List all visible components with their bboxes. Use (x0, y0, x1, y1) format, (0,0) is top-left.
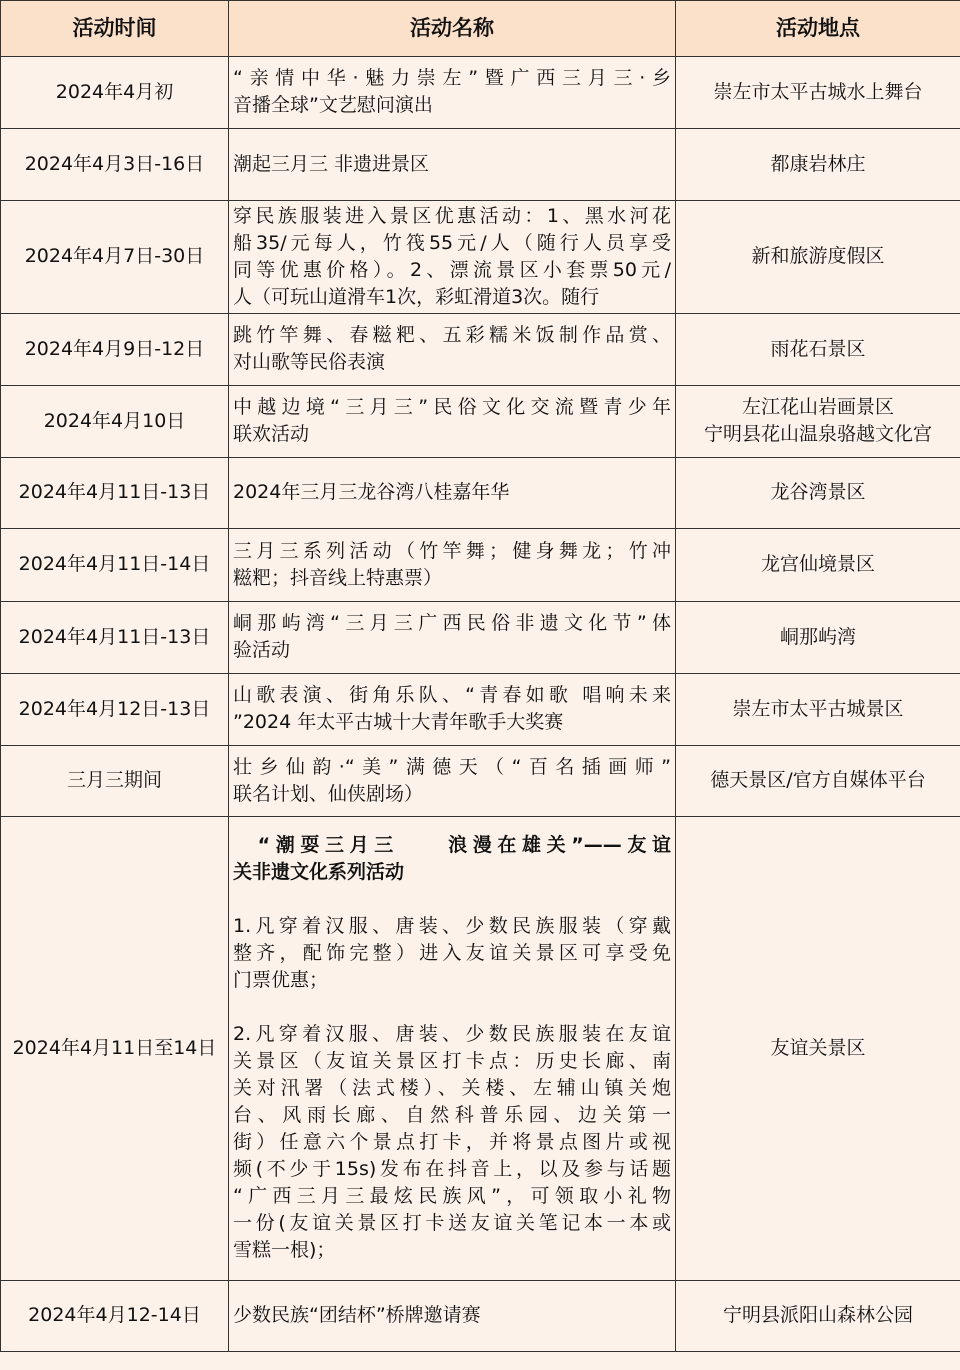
cell-line: 潮起三月三 非遗进景区 (233, 152, 430, 175)
activity-place (676, 457, 960, 529)
activity-name (229, 529, 676, 602)
table-row (1, 1280, 960, 1352)
cell-line: 糍粑；抖音线上特惠票） (233, 566, 443, 589)
activity-time: 2024年4月11日至14日 (1, 817, 229, 1281)
cell-line: 山歌表演、街角乐队、“青春如歌 唱响未来 (233, 684, 671, 707)
cell-line: 人（可玩山道滑车1次，彩虹滑道3次。随行 (233, 285, 600, 308)
cell-line: 穿民族服装进入景区优惠活动：1、黑水河花 (233, 204, 671, 227)
activity-place (676, 529, 960, 602)
table-row (1, 386, 960, 458)
activity-name (229, 201, 676, 314)
cell-line: 都康岩林庄 (770, 152, 866, 175)
activity-time: 2024年4月初 (1, 57, 229, 129)
cell-line: 宁明县花山温泉骆越文化宫 (703, 423, 932, 446)
header-place: 活动地点 (676, 1, 960, 57)
cell-line: 少数民族“团结杯”桥牌邀请赛 (233, 1304, 481, 1327)
table-row (1, 457, 960, 529)
cell-line: 频(不少于15s)发布在抖音上，以及参与话题 (233, 1158, 671, 1181)
activity-place (676, 674, 960, 746)
activity-time: 2024年4月10日 (1, 386, 229, 458)
cell-line: 雨花石景区 (770, 337, 866, 360)
activity-time: 三月三期间 (1, 745, 229, 817)
cell-line (233, 886, 671, 913)
activity-name (229, 674, 676, 746)
activity-place (676, 817, 960, 1281)
cell-line: 新和旅游度假区 (751, 245, 885, 268)
cell-line: “亲情中华·魅力崇左”暨广西三月三·乡 (233, 67, 671, 90)
cell-line: 雪糕一根)； (233, 1239, 336, 1262)
activity-name (229, 128, 676, 201)
header-row (1, 1, 960, 57)
cell-line: 关非遗文化系列活动 (233, 861, 405, 884)
cell-line: 崇左市太平古城景区 (732, 697, 904, 720)
table-row (1, 674, 960, 746)
cell-line: 2.凡穿着汉服、唐装、少数民族服装在友谊 (233, 1023, 671, 1046)
activity-time: 2024年4月3日-16日 (1, 128, 229, 201)
cell-line: 德天景区/官方自媒体平台 (710, 769, 926, 792)
activity-name (229, 1280, 676, 1352)
cell-line: 关景区（友谊关景区打卡点：历史长廊、南 (233, 1050, 671, 1073)
table-row (1, 601, 960, 674)
cell-line (233, 994, 671, 1021)
cell-line: 关对汛署（法式楼）、关楼、左辅山镇关炮 (233, 1077, 671, 1100)
header-time: 活动时间 (1, 1, 229, 57)
cell-line: 峒那屿湾“三月三广西民俗非遗文化节”体 (233, 612, 671, 635)
activity-time: 2024年4月9日-12日 (1, 313, 229, 386)
cell-line: 街）任意六个景点打卡，并将景点图片或视 (233, 1131, 671, 1154)
activity-time: 2024年4月12-14日 (1, 1280, 229, 1352)
cell-line: 联欢活动 (233, 423, 310, 446)
cell-line: 宁明县派阳山森林公园 (722, 1304, 913, 1327)
cell-line: ”2024 年太平古城十大青年歌手大奖赛 (233, 711, 564, 734)
cell-line: 验活动 (233, 639, 291, 662)
cell-line: 三月三系列活动（竹竿舞；健身舞龙；竹冲 (233, 539, 671, 562)
activity-place (676, 128, 960, 201)
cell-line: 龙宫仙境景区 (760, 553, 875, 576)
activity-name (229, 457, 676, 529)
cell-line: 1.凡穿着汉服、唐装、少数民族服装（穿戴 (233, 915, 671, 938)
header-name: 活动名称 (229, 1, 676, 57)
activity-name (229, 601, 676, 674)
table-row (1, 817, 960, 1281)
cell-line: 崇左市太平古城水上舞台 (713, 80, 923, 103)
activity-name (229, 313, 676, 386)
cell-line: 对山歌等民俗表演 (233, 351, 386, 374)
table-row (1, 128, 960, 201)
cell-line: 中越边境“三月三”民俗文化交流暨青少年 (233, 396, 671, 419)
activity-name (229, 817, 676, 1281)
activity-name (229, 57, 676, 129)
activity-time: 2024年4月11日-13日 (1, 601, 229, 674)
cell-line: 整齐，配饰完整）进入友谊关景区可享受免 (233, 942, 671, 965)
cell-line: 台、风雨长廊、自然科普乐园、边关第一 (233, 1104, 671, 1127)
activity-place (676, 57, 960, 129)
table-row (1, 201, 960, 314)
cell-line: 跳竹竿舞、春糍粑、五彩糯米饭制作品赏、 (233, 324, 671, 347)
table-row (1, 745, 960, 817)
activity-time: 2024年4月11日-13日 (1, 457, 229, 529)
activity-time: 2024年4月11日-14日 (1, 529, 229, 602)
activity-place (676, 1280, 960, 1352)
activity-place (676, 313, 960, 386)
cell-line: “广西三月三最炫民族风”，可领取小礼物 (233, 1185, 671, 1208)
activity-name (229, 745, 676, 817)
cell-line: 壮乡仙韵·“美”满德天（“百名插画师” (233, 755, 671, 778)
cell-line: 音播全球”文艺慰问演出 (233, 94, 433, 117)
activity-place (676, 386, 960, 458)
cell-line: “潮耍三月三 浪漫在雄关”——友谊 (233, 834, 671, 857)
activity-time: 2024年4月12日-13日 (1, 674, 229, 746)
table-row (1, 529, 960, 602)
cell-line: 友谊关景区 (770, 1036, 866, 1059)
cell-line: 2024年三月三龙谷湾八桂嘉年华 (233, 481, 510, 504)
cell-line: 联名计划、仙侠剧场） (233, 782, 424, 805)
table-row (1, 57, 960, 129)
activity-place (676, 745, 960, 817)
table-row (1, 313, 960, 386)
activity-place (676, 201, 960, 314)
activity-place (676, 601, 960, 674)
activity-time: 2024年4月7日-30日 (1, 201, 229, 314)
cell-line: 峒那屿湾 (779, 625, 856, 648)
cell-line: 龙谷湾景区 (770, 481, 866, 504)
activity-name (229, 386, 676, 458)
cell-line: 门票优惠； (233, 969, 329, 992)
cell-line: 船35/元每人，竹筏55元/人（随行人员享受 (233, 231, 671, 254)
cell-line: 左江花山岩画景区 (741, 396, 894, 419)
cell-line: 同等优惠价格）。2、漂流景区小套票50元/ (233, 258, 671, 281)
cell-line: 一份(友谊关景区打卡送友谊关笔记本一本或 (233, 1212, 671, 1235)
